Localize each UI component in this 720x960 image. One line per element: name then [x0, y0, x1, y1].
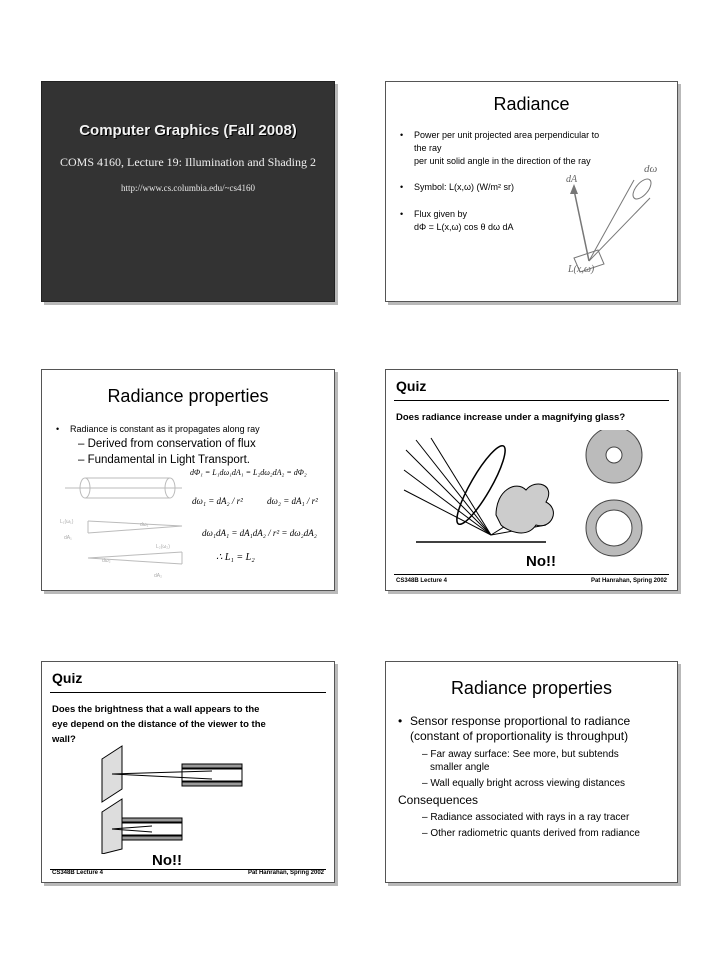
slide-quiz-magnifier [385, 369, 678, 591]
equation-domega1: dω₁ = dA₂ / r² [192, 496, 243, 506]
dash-equally-bright: – Wall equally bright across viewing distances [422, 778, 626, 789]
question-line: eye depend on the distance of the viewer to the [52, 719, 266, 730]
bullet-flux [400, 208, 514, 234]
equation-conclusion: ∴ L₁ = L₂ [216, 552, 255, 563]
dash-text: smaller angle [430, 762, 490, 773]
slide-quiz-wall [41, 661, 335, 883]
magnifier-diagram [396, 430, 666, 560]
label-domega: dω [644, 163, 658, 175]
course-url: http://www.cs.columbia.edu/~cs4160 [120, 183, 255, 193]
question-line: Does the brightness that a wall appears to the [52, 704, 260, 715]
quiz-question: Does radiance increase under a magnifying glass? [396, 412, 626, 423]
dash-conservation: – Derived from conservation of flux [78, 438, 256, 450]
slide-title [41, 81, 335, 302]
bullet-dot: • [400, 209, 404, 219]
footer-right: Pat Hanrahan, Spring 2002 [247, 870, 324, 876]
bullet-text: per unit solid angle in the direction of the ray [414, 156, 591, 166]
quiz-title: Quiz [396, 378, 427, 394]
slide-radiance-properties-2 [385, 661, 678, 883]
bullet-text: Symbol: L(x,ω) (W/m² sr) [414, 182, 515, 192]
wall-viewer-diagram [92, 744, 312, 854]
bullet-text: (constant of proportionality is throughput) [410, 729, 629, 743]
label-dA2: dA₂ [154, 573, 163, 579]
dash-far-surface [422, 748, 619, 774]
footer-left: CS348B Lecture 4 [52, 870, 104, 876]
dash-text: – Far away surface: See more, but subtends [422, 749, 619, 760]
bullet-symbol [400, 181, 515, 194]
dash-light-transport: – Fundamental in Light Transport. [78, 454, 250, 466]
quiz-answer: No!! [526, 553, 556, 570]
label-dw2: dω₂ [102, 558, 111, 564]
label-L2: L₂(ω₂) [156, 544, 170, 550]
slide-heading: Radiance [493, 94, 570, 114]
quiz-title: Quiz [52, 670, 83, 686]
bullet-sensor-response [398, 714, 631, 744]
bullet-dot: • [400, 130, 404, 140]
bullet-text: dΦ = L(x,ω) cos θ dω dA [414, 222, 514, 232]
bullet-text: Radiance is constant as it propagates along ray [70, 424, 260, 434]
equation-domega2: dω₂ = dA₁ / r² [267, 496, 318, 506]
divider [394, 400, 669, 401]
heading-consequences: Consequences [398, 793, 479, 807]
slide-heading: Radiance properties [107, 386, 269, 406]
question-line: wall? [52, 734, 76, 745]
bullet-dot: • [56, 424, 60, 434]
lecture-subtitle: COMS 4160, Lecture 19: Illumination and Shading 2 [60, 155, 316, 169]
footer-left: CS348B Lecture 4 [396, 578, 448, 584]
label-L1: L₁(ω₁) [60, 519, 74, 525]
label-dA1: dA₁ [64, 535, 72, 541]
slide-radiance [385, 81, 678, 302]
slide-heading: Radiance properties [450, 678, 613, 698]
quiz-question [52, 702, 266, 747]
bullet-text: Sensor response proportional to radiance [410, 714, 631, 728]
bullet-dot: • [398, 714, 403, 728]
label-dA: dA [566, 174, 578, 185]
equation-throughput: dω₁dA₁ = dA₁dA₂ / r² = dω₂dA₂ [202, 528, 317, 538]
divider [394, 574, 669, 575]
label-dw1: dω₁ [140, 522, 149, 528]
radiance-diagram [546, 160, 671, 275]
bullet-dot: • [400, 182, 404, 192]
dash-radiometric-quants: – Other radiometric quants derived from radiance [422, 828, 640, 839]
bullet-constant [56, 423, 260, 436]
course-title: Computer Graphics (Fall 2008) [79, 122, 297, 139]
bullet-text: Power per unit projected area perpendicular to the ray [414, 130, 600, 153]
equation-flux: dΦ₁ = L₁dω₁dA₁ = L₂dω₂dA₂ = dΦ₂ [190, 468, 307, 477]
dash-ray-tracer: – Radiance associated with rays in a ray tracer [422, 812, 630, 823]
slide-radiance-properties [41, 369, 335, 591]
quiz-answer: No!! [152, 852, 182, 869]
divider [50, 692, 326, 693]
bullet-text: Flux given by [414, 209, 468, 219]
footer-right: Pat Hanrahan, Spring 2002 [590, 578, 667, 584]
label-Lxw: L(x,ω) [568, 264, 595, 275]
ray-tube-diagram [60, 466, 185, 581]
